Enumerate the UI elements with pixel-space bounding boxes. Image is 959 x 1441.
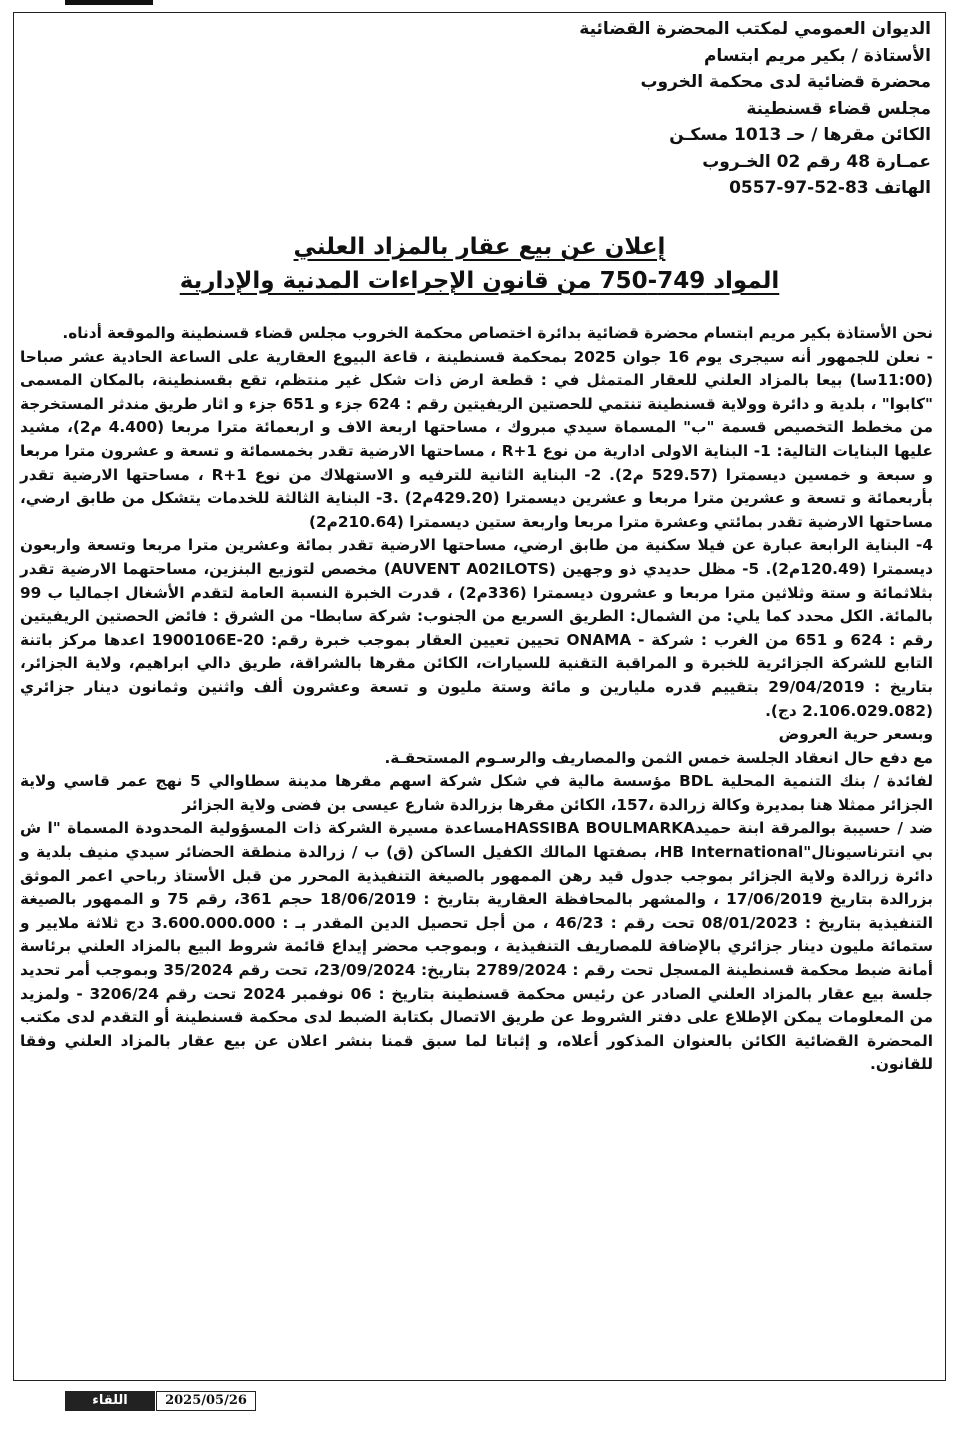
debtor-paragraph: ضد / حسيبة بوالمرقة ابنة حميدHASSIBA BOULMARKAمساعدة مسيرة الشركة ذات المسؤولية المحدودة المسماة "ا ش بي انترناسيونال"HB International، بصفتها المالك الكفيل الساكن (ق) ب / زرالدة منطقة الحضائر سيدي منيف بلدية و دائرة زرالدة ولاية الجزائر بموجب جدول قيد رهن الممهور بالصيغة التنفيذية المحرر من قبل الأستاذ رباحي اعمر الموثق بزرالدة بتاريخ 17/06/2019 ، والمشهر بالمحافظة العقارية بتاريخ : 18/06/2019 حجم 361، رقم 75 و الممهور بالصيغة التنفيذية بتاريخ : 08/01/2023 تحت رقم : 46/23 ، من أجل تحصيل الدين المقدر بـ : 3.600.000.000 دج ثلاثة ملايير و ستمائة مليون دينار جزائري بالإضافة للمصاريف التنفيذية ، وبموجب محضر إيداع قائمة شروط البيع بالمزاد العلني برئاسة أمانة ضبط محكمة قسنطينة المسجل تحت رقم : 2789/2024 بتاريخ: 23/09/2024، تحت رقم 35/2024 وبموجب أمر تحديد جلسة بيع عقار بالمزاد العلني الصادر عن رئيس محكمة قسنطينة بتاريخ : 06 نوفمبر 2024 تحت رقم 3206/24 - ولمزيد من المعلومات يمكن الإطلاع على دفتر الشروط عن طريق الاتصال بكتابة الضبط لدى محكمة قسنطينة أو التقدم لدى مكتب المحضرة القضائية الكائن بالعنوان المذكور أعلاه، و إثباتا لما سبق قمنا بنشر اعلان عن بيع عقار بالمزاد العلني وفقا للقانون.	[20, 819, 934, 1074]
newspaper-name: اللقاء	[65, 1391, 155, 1411]
office-header	[291, 16, 931, 202]
sale-description-paragraph: - نعلن للجمهور أنه سيجرى يوم 16 جوان 2025 بمحكمة قسنطينة ، قاعة البيوع العقارية على الساعة الحادية عشر صباحا (11:00سا) بيعا بالمزاد العلني للعقار المتمثل في : قطعة ارض ذات شكل غير منتظم، تقع بقسنطينة، بالمكان المسمى "كابوا" ، بلدية و دائرة وولاية قسنطينة تنتمي للحصتين الريفيتين رقم : 624 جزء و 651 جزء و اثار طريق مندثر المستخرجة من مخطط التخصيص قسمة "ب" المسماة سيدي مبروك ، مساحتها اربعة الاف و اربعمائة مترا مربعا (4.400 م2)، مشيد عليها البنايات التالية: 1- البناية الاولى ادارية من نوع R+1 ، مساحتها الارضية تقدر بخمسمائة و تسعة و عشرون مترا مربعا و سبعة و خمسين ديسمترا (529.57 م2). 2- البناية الثانية للترفيه و الاستهلاك من نوع R+1 ، مساحتها الارضية تقدر بأربعمائة و تسعة و عشرين مترا مربعا و عشرين ديسمترا (429.20م2) .3- البناية الثالثة للخدمات يتشكل من طابق ارضي، مساحتها الارضية تقدر بمائتي وعشرة مترا مربعا واربعة ستين ديسمترا (210.64م2)	[20, 347, 934, 531]
price-line: وبسعر حرية العروض	[778, 725, 933, 744]
header-line-office: الديوان العمومي لمكتب المحضرة القضائية	[579, 19, 931, 39]
notice-body	[20, 322, 933, 1077]
publication-date: 2025/05/26	[156, 1391, 256, 1411]
buildings-boundaries-paragraph: 4- البناية الرابعة عبارة عن فيلا سكنية من طابق ارضي، مساحتها الارضية تقدر بمائة وعشرين مترا مربعا وتسعة واربعون ديسمترا (120.49م2). 5- مظل حديدي ذو وجهين (AUVENT A02ILOTS) مخصص لتوزيع البنزين، مساحتهما الارضية تقدر بثلاثمائة و ستة وثلاثين مترا مربعا و عشرون ديسمترا (336م2) ، قدرت الخبرة النسبة العامة لتقدم الأشغال اجماليا ب 99 بالمائة. الكل محدد كما يلي: من الشمال: الطريق السريع من الجنوب: شركة سابطا- من الشرق : فائض الحصتين الريفيتين رقم : 624 و 651 من الغرب : شركة - ONAMA تحيين تعيين العقار بموجب خبرة رقم: 20-1900106E اعدها مركز باتنة التابع للشركة الجزائرية للخبرة و المراقبة التقنية للسيارات، الكائن مقرها بالشراقة، طريق دالي ابراهيم، ولاية الجزائر، بتاريخ : 29/04/2019 بتقييم قدره مليارين و مائة وستة مليون و تسعة وعشرون ألف واثنين وثمانون دينار جزائري (2.106.029.082 دج).	[20, 536, 934, 720]
header-line-name: الأستاذة / بكير مريم ابتسام	[703, 45, 931, 66]
top-edge-mark	[65, 0, 153, 5]
notice-titles	[120, 230, 839, 298]
beneficiary-paragraph: لفائدة / بنك التنمية المحلية BDL مؤسسة مالية في شكل شركة اسهم مقرها مدينة سطاوالي 5 نهج عمر قاسي ولاية الجزائر ممثلا هنا بمديرة وكالة زرالدة ،157، الكائن مقرها بزرالدة شارع عيسى بن فضى ولاية الجزائر	[20, 772, 933, 814]
notice-title: إعلان عن بيع عقار بالمزاد العلني	[293, 234, 666, 260]
header-line-council: مجلس قضاء قسنطينة	[746, 98, 931, 119]
header-line-role: محضرة قضائية لدى محكمة الخروب	[640, 72, 931, 92]
header-line-building: عمـارة 48 رقم 02 الخـروب	[702, 151, 931, 172]
payment-line: مع دفع حال انعقاد الجلسة خمس الثمن والمصاريف والرسـوم المستحقـة.	[384, 748, 933, 767]
header-line-phone: الهاتف 83-52-97-0557	[729, 178, 931, 198]
intro-paragraph: نحن الأستاذة بكير مريم ابتسام محضرة قضائية بدائرة اختصاص محكمة الخروب مجلس قضاء قسنطينة والموقعة أدناه.	[62, 324, 933, 342]
header-line-address: الكائن مقرها / حـ 1013 مسكـن	[669, 125, 931, 145]
notice-legal-articles: المواد 749-750 من قانون الإجراءات المدنية والإدارية	[179, 268, 780, 294]
